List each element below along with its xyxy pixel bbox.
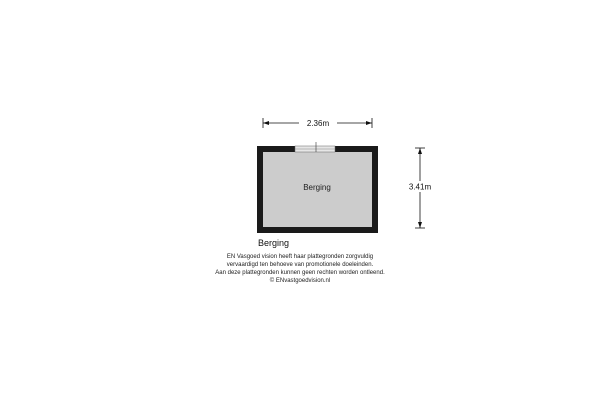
height-dimension [404,148,436,228]
disclaimer [150,253,450,285]
width-dimension [263,117,372,128]
disclaimer-line: © ENvastgoedvision.nl [269,278,331,284]
disclaimer-line: vervaardigd ten behoeve van promotionele doeleinden. [226,262,374,268]
disclaimer-line: EN Vasgoed vision heeft haar plattegronden zorgvuldig [226,254,374,260]
room-berging [257,142,378,233]
disclaimer-line: Aan deze plattegronden kunnen geen rechten worden ontleend. [215,270,385,276]
floor-title: Berging [258,238,290,248]
room-label: Berging [303,183,331,192]
width-label: 2.36m [306,119,330,128]
height-label: 3.41m [408,182,432,192]
